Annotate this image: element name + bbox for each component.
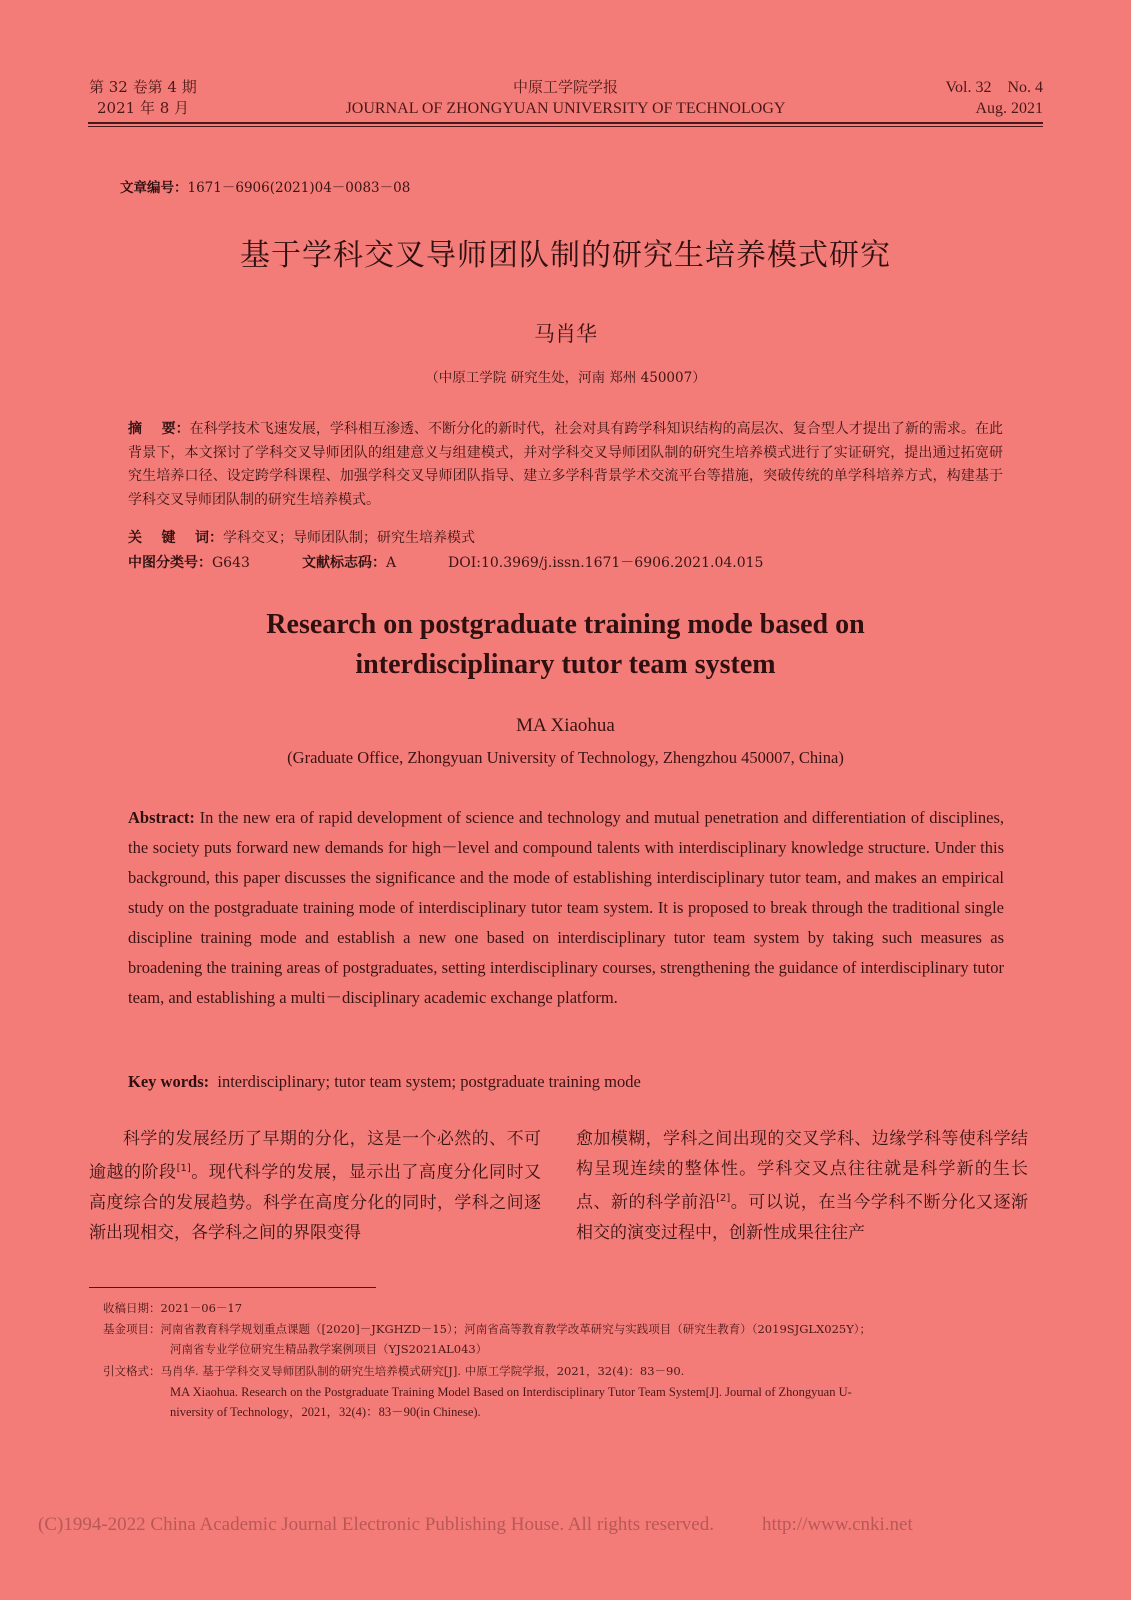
journal-name-cn: 中原工学院学报 bbox=[512, 78, 618, 96]
footnote-fund-1: 基金项目：河南省教育科学规划重点课题（[2020]－JKGHZD－15）；河南省高等教育教学改革研究与实践项目（研究生教育）（2019SJGLX025Y）； bbox=[103, 1322, 872, 1336]
article-number-value: 1671－6906(2021)04－0083－08 bbox=[187, 180, 411, 196]
date-en: Aug. 2021 bbox=[975, 100, 1043, 117]
citation-2: [2] bbox=[716, 1193, 731, 1204]
keywords-cn bbox=[128, 527, 1003, 551]
title-en-line2: interdisciplinary tutor team system bbox=[355, 649, 776, 680]
header-rule-thin bbox=[88, 126, 1043, 127]
abstract-en-label: Abstract: bbox=[128, 808, 195, 827]
journal-name-en: JOURNAL OF ZHONGYUAN UNIVERSITY OF TECHNOLOGY bbox=[345, 100, 786, 117]
footnote-cite-en-1: MA Xiaohua. Research on the Postgraduate Training Model Based on Interdisciplinary Tutor Team System[J]. Journal of Zhongyuan U- bbox=[170, 1385, 852, 1399]
footnote-fund-2: 河南省专业学位研究生精品教学案例项目（YJS2021AL043） bbox=[170, 1342, 488, 1356]
author-cn: 马肖华 bbox=[534, 322, 597, 346]
body-right-text-b: 。可以说，在当今学科不断分化又逐渐相交的演变过程中，创新性成果往往产 bbox=[576, 1192, 1029, 1243]
article-number bbox=[120, 176, 410, 196]
doc-code-value: A bbox=[386, 555, 397, 571]
cnki-url[interactable]: http://www.cnki.net bbox=[762, 1514, 913, 1535]
footnote-cite-en-2: niversity of Technology，2021，32(4)：83－90(in Chinese). bbox=[170, 1405, 481, 1419]
body-left-text-a: 科学的发展经历了早期的分化，这是一个必然的、不可逾越的阶段 bbox=[89, 1129, 541, 1183]
clc-label: 中图分类号： bbox=[128, 555, 212, 571]
date-cn: 2021 年 8 月 bbox=[97, 99, 190, 117]
keywords-cn-text: 学科交叉；导师团队制；研究生培养模式 bbox=[223, 530, 475, 546]
footnote-cite-cn: 引文格式：马肖华. 基于学科交叉导师团队制的研究生培养模式研究[J]. 中原工学院学报，2021，32(4)：83－90. bbox=[103, 1364, 685, 1378]
doc-code-label: 文献标志码： bbox=[302, 555, 386, 571]
citation-1: [1] bbox=[176, 1163, 191, 1174]
abstract-cn-text: 在科学技术飞速发展，学科相互渗透、不断分化的新时代，社会对具有跨学科知识结构的高层次、复合型人才提出了新的需求。在此背景下，本文探讨了学科交叉导师团队的组建意义与组建模式，并对学科交叉导师团队制的研究生培养模式进行了实证研究，提出通过拓宽研究生培养口径、设定跨学科课程、加强学科交叉导师团队指导、建立多学科背景学术交流平台等措施，突破传统的单学科培养方式，构建基于学科交叉导师团队制的研究生培养模式。 bbox=[128, 421, 1004, 508]
volume-issue-cn: 第 32 卷第 4 期 bbox=[89, 78, 197, 96]
body-column-right bbox=[576, 1124, 1028, 1248]
abstract-en-text: In the new era of rapid development of science and technology and mutual penetration and differentiation of disciplines, the society puts forward new demands for high－level and compound talents with interdisciplinary knowledge structure. Under this background, this paper discusses the significance and the mode of establishing interdisciplinary tutor team, and makes an empirical study on the postgraduate training mode of interdisciplinary tutor team system. It is proposed to break through the traditional single discipline training mode and establish a new one based on interdisciplinary tutor team system by taking such measures as broadening the training areas of postgraduates, setting interdisciplinary courses, strengthening the guidance of interdisciplinary tutor team, and establishing a multi－disciplinary academic exchange platform. bbox=[128, 808, 1004, 1007]
body-column-left bbox=[89, 1124, 541, 1248]
header-rule-thick bbox=[88, 122, 1043, 124]
keywords-en bbox=[128, 1067, 1004, 1097]
clc-value: G643 bbox=[212, 555, 250, 571]
keywords-cn-label: 关 键 词： bbox=[128, 530, 223, 546]
keywords-en-label: Key words: bbox=[128, 1072, 210, 1091]
abstract-cn bbox=[128, 418, 1003, 512]
classification-line bbox=[128, 552, 1003, 576]
abstract-cn-label: 摘 要： bbox=[128, 421, 190, 437]
copyright-watermark: (C)1994-2022 China Academic Journal Electronic Publishing House. All rights reserved. bbox=[38, 1514, 714, 1535]
body-right-text-a: 愈加模糊，学科之间出现的交叉学科、边缘学科等使科学结构呈现连续的整体性。学科交叉点往往就是科学新的生长点、新的科学前沿 bbox=[576, 1129, 1028, 1213]
title-en-line1: Research on postgraduate training mode based on bbox=[266, 609, 865, 640]
title-cn: 基于学科交叉导师团队制的研究生培养模式研究 bbox=[240, 238, 891, 273]
volume-issue-en: Vol. 32 No. 4 bbox=[945, 79, 1043, 96]
affiliation-cn: （中原工学院 研究生处，河南 郑州 450007） bbox=[425, 370, 706, 386]
doi: DOI:10.3969/j.issn.1671－6906.2021.04.015 bbox=[448, 555, 764, 571]
footnote-rule bbox=[89, 1287, 376, 1288]
body-left-text-b: 。现代科学的发展，显示出了高度分化同时又高度综合的发展趋势。科学在高度分化的同时，学科之间逐渐出现相交，各学科之间的界限变得 bbox=[89, 1162, 542, 1243]
footnote-received: 收稿日期：2021－06－17 bbox=[103, 1301, 243, 1315]
keywords-en-text: interdisciplinary; tutor team system; postgraduate training mode bbox=[217, 1072, 641, 1091]
article-number-label: 文章编号： bbox=[120, 180, 188, 196]
affiliation-en: (Graduate Office, Zhongyuan University of Technology, Zhengzhou 450007, China) bbox=[287, 748, 844, 767]
abstract-en bbox=[128, 803, 1004, 1013]
author-en: MA Xiaohua bbox=[516, 715, 615, 736]
